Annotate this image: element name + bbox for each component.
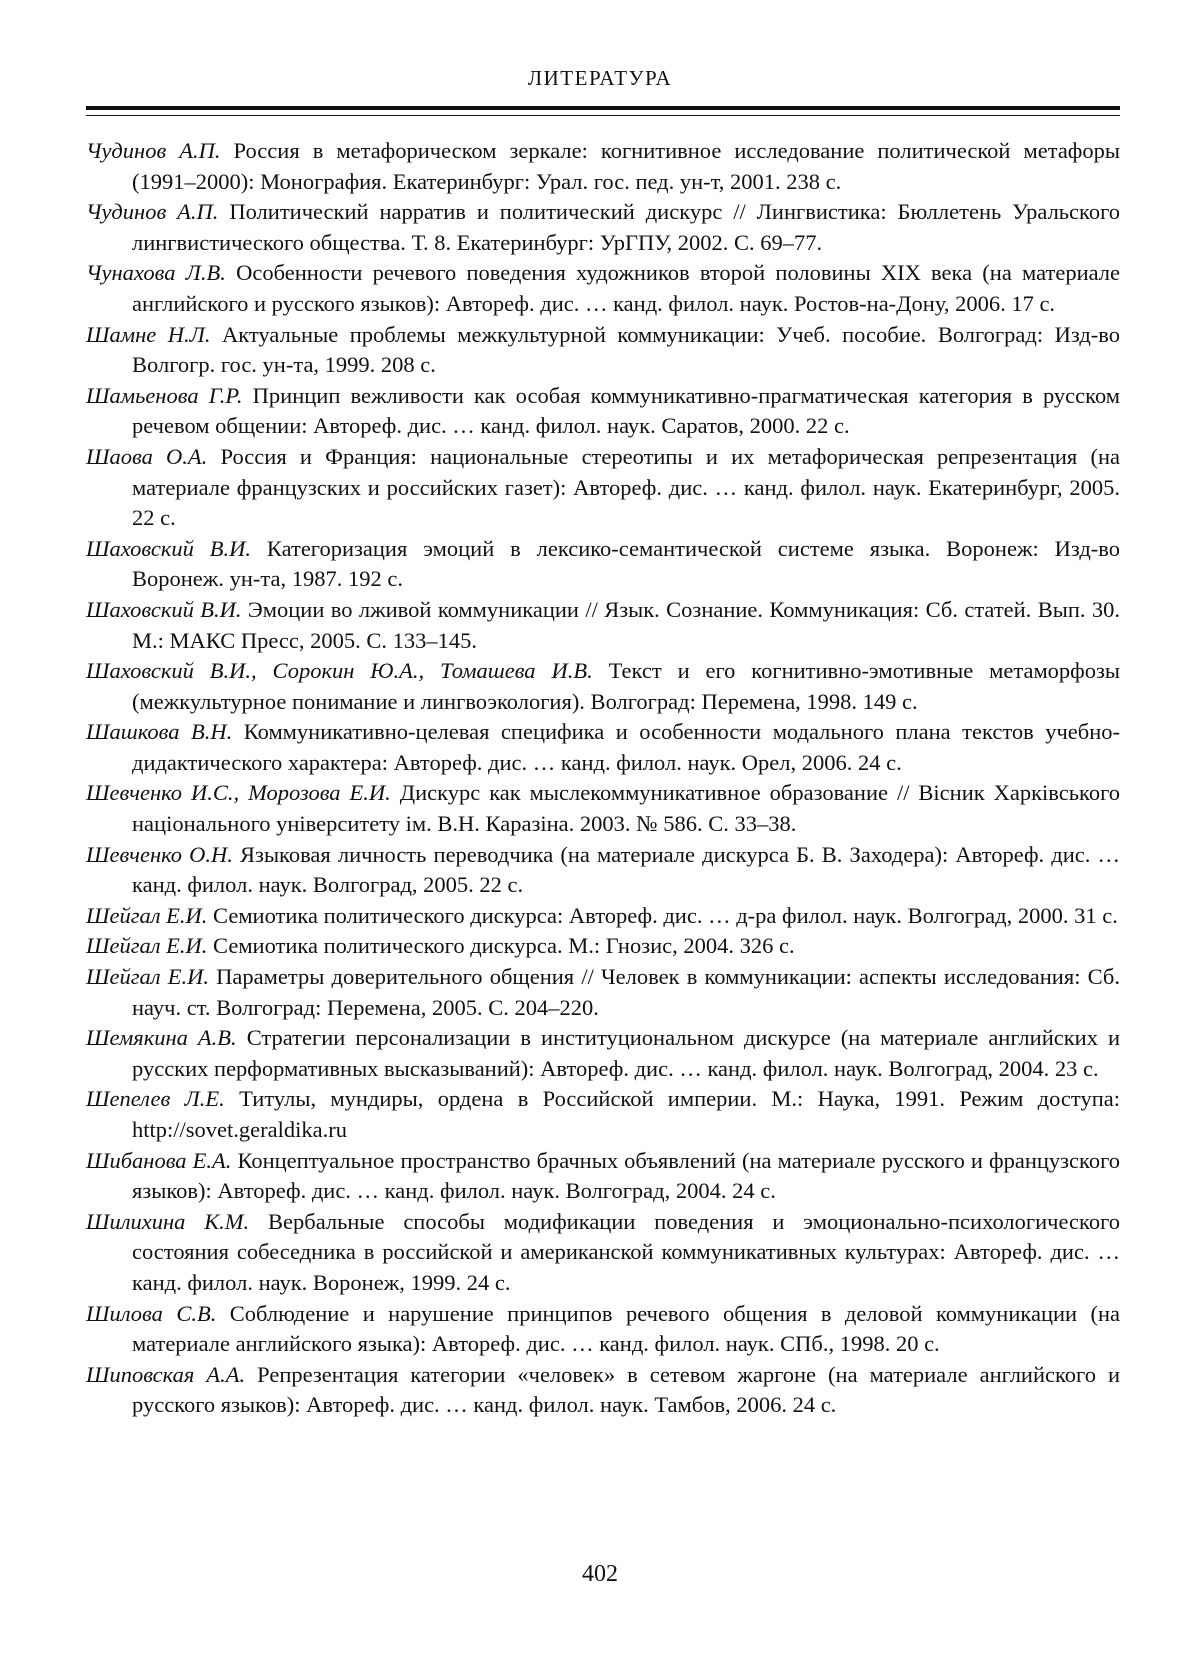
reference-text: Текст и его когнитивно-эмотивные метаморфозы (межкультурное понимание и лингвоэкология). Волгоград: Перемена, 1998. 149 с.: [132, 658, 1121, 714]
reference-entry: [86, 656, 1120, 717]
reference-author: Шамне Н.Л.: [86, 321, 211, 347]
reference-author: Шамьенова Г.Р.: [86, 382, 243, 408]
reference-text: Концептуальное пространство брачных объявлений (на материале русского и французского языков): Автореф. дис. … канд. филол. наук. Волгоград, 2004. 24 с.: [132, 1147, 1120, 1204]
reference-entry: [86, 778, 1120, 839]
reference-entry: [86, 931, 1120, 962]
reference-author: Чудинов А.П.: [86, 199, 219, 225]
reference-text: Семиотика политического дискурса. М.: Гнозис, 2004. 326 с.: [213, 933, 795, 959]
reference-text: Параметры доверительного общения // Человек в коммуникации: аспекты исследования: Сб. науч. ст. Волгоград: Перемена, 2005. С. 204–220.: [132, 964, 1120, 1020]
reference-author: Шевченко О.Н.: [86, 841, 233, 867]
reference-text: Особенности речевого поведения художников второй половины XIX века (на материале английского и русского языков): Автореф. дис. … канд. филол. наук. Ростов-на-Дону, 2006. 17 с.: [132, 260, 1121, 316]
reference-text: Россия и Франция: национальные стереотипы и их метафорическая репрезентация (на материале французских и российских газет): Автореф. дис. … канд. филол. наук. Екатеринбург, 2005. 22 с.: [132, 443, 1121, 531]
reference-author: Шилихина К.М.: [86, 1208, 250, 1234]
reference-author: Шаховский В.И.: [86, 596, 242, 622]
reference-author: Шейгал Е.И.: [86, 933, 208, 959]
reference-entry: [86, 1207, 1120, 1299]
header-rule-thin: [86, 115, 1120, 116]
page-header-title: ЛИТЕРАТУРА: [527, 66, 673, 90]
reference-author: Шилова С.В.: [86, 1300, 217, 1326]
reference-author: Шепелев Л.Е.: [86, 1086, 225, 1112]
reference-author: Чудинов А.П.: [86, 138, 221, 163]
reference-entry: [86, 1146, 1120, 1207]
reference-author: Шашкова В.Н.: [86, 719, 233, 745]
reference-author: Шиповская А.А.: [86, 1361, 246, 1387]
reference-entry: [86, 1084, 1120, 1145]
reference-entry: [86, 717, 1120, 778]
reference-author: Шаховский В.И.: [86, 535, 251, 561]
reference-text: Соблюдение и нарушение принципов речевого общения в деловой коммуникации (на материале английского языка): Автореф. дис. … канд. филол. наук. СПб., 1998. 20 с.: [132, 1300, 1121, 1357]
reference-entry: [86, 136, 1120, 197]
reference-text: Актуальные проблемы межкультурной коммуникации: Учеб. пособие. Волгоград: Изд-во Волгогр. гос. ун-та, 1999. 208 с.: [132, 321, 1120, 378]
header-rule-thick: [86, 106, 1120, 110]
reference-entry: [86, 197, 1120, 258]
reference-text: Принцип вежливости как особая коммуникативно-прагматическая категория в русском речевом общении: Автореф. дис. … канд. филол. наук. Саратов, 2000. 22 с.: [132, 382, 1121, 439]
reference-entry: [86, 840, 1120, 901]
reference-author: Шевченко И.С., Морозова Е.И.: [86, 780, 391, 806]
reference-text: Эмоции во лживой коммуникации // Язык. Сознание. Коммуникация: Сб. статей. Вып. 30. М.: МАКС Пресс, 2005. С. 133–145.: [132, 596, 1120, 653]
reference-author: Шейгал Е.И.: [86, 902, 208, 928]
reference-entry: [86, 962, 1120, 1023]
reference-text: Стратегии персонализации в институциональном дискурсе (на материале английских и русских перформативных высказываний): Автореф. дис. … канд. филол. наук. Волгоград, 2004. 23 с.: [132, 1025, 1121, 1081]
reference-entry: [86, 901, 1120, 932]
reference-author: Шаховский В.И., Сорокин Ю.А., Томашева И.В.: [86, 658, 593, 684]
reference-entry: [86, 381, 1120, 442]
reference-text: Семиотика политического дискурса: Автореф. дис. … д-ра филол. наук. Волгоград, 2000. 31 с.: [213, 902, 1118, 928]
reference-author: Шибанова Е.А.: [86, 1147, 232, 1173]
reference-author: Шемякина А.В.: [86, 1025, 237, 1051]
reference-text: Языковая личность переводчика (на материале дискурса Б. В. Заходера): Автореф. дис. … канд. филол. наук. Волгоград, 2005. 22 с.: [132, 841, 1121, 898]
reference-entry: [86, 595, 1120, 656]
reference-text: Вербальные способы модификации поведения и эмоционально-психологического состояния собеседника в российской и американской коммуникативных культурах: Автореф. дис. … канд. филол. наук. Воронеж, 1999. 24 с.: [132, 1208, 1120, 1295]
reference-entry: [86, 1360, 1120, 1421]
reference-text: Политический нарратив и политический дискурс // Лингвистика: Бюллетень Уральского лингвистического общества. Т. 8. Екатеринбург: УрГПУ, 2002. С. 69–77.: [132, 199, 1121, 255]
reference-entry: [86, 1299, 1120, 1360]
reference-author: Чунахова Л.В.: [86, 260, 226, 286]
reference-text: Титулы, мундиры, ордена в Российской империи. М.: Наука, 1991. Режим доступа: http://sovet.geraldika.ru: [132, 1086, 1120, 1142]
reference-text: Коммуникативно-целевая специфика и особенности модального плана текстов учебно-дидактического характера: Автореф. дис. … канд. филол. наук. Орел, 2006. 24 с.: [132, 719, 1121, 775]
reference-entry: [86, 320, 1120, 381]
reference-list: [86, 136, 1120, 1421]
reference-text: Россия в метафорическом зеркале: когнитивное исследование политической метафоры (1991–2000): Монография. Екатеринбург: Урал. гос. пед. ун-т, 2001. 238 с.: [132, 138, 1120, 194]
reference-author: Шейгал Е.И.: [86, 964, 209, 990]
reference-author: Шаова О.А.: [86, 443, 208, 469]
reference-entry: [86, 534, 1120, 595]
reference-text: Репрезентация категории «человек» в сетевом жаргоне (на материале английского и русского языков): Автореф. дис. … канд. филол. наук. Тамбов, 2006. 24 с.: [132, 1361, 1120, 1418]
reference-entry: [86, 442, 1120, 534]
reference-text: Дискурс как мыслекоммуникативное образование // Вісник Харківського національного університету ім. В.Н. Каразіна. 2003. № 586. С. 33–38.: [132, 780, 1121, 837]
reference-entry: [86, 1023, 1120, 1084]
reference-entry: [86, 258, 1120, 319]
page-number: 402: [582, 1561, 618, 1587]
reference-text: Категоризация эмоций в лексико-семантической системе языка. Воронеж: Изд-во Воронеж. ун-та, 1987. 192 с.: [132, 535, 1121, 592]
